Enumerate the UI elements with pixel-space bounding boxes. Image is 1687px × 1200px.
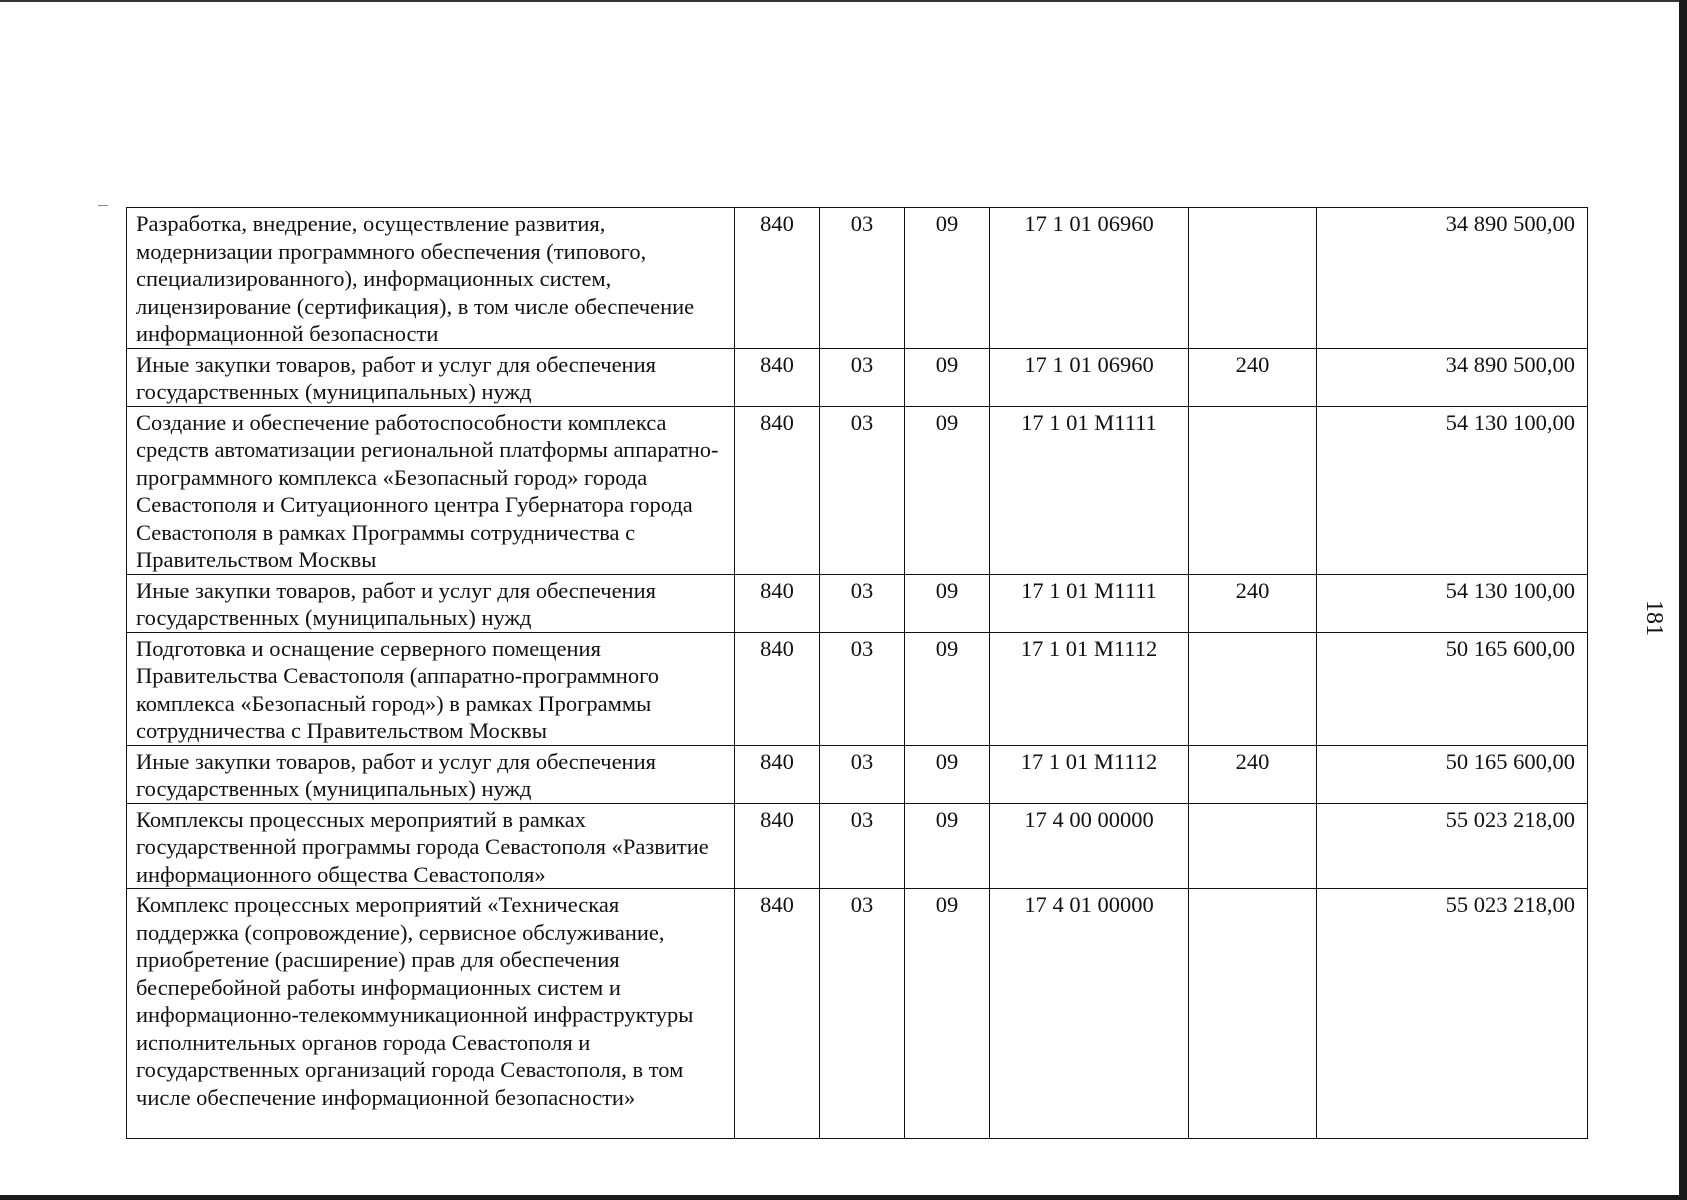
table-row	[127, 632, 1588, 745]
row-name-cell: Иные закупки товаров, работ и услуг для обеспечения государственных (муниципальных) нужд	[127, 348, 735, 406]
row-name-cell: Подготовка и оснащение серверного помещения Правительства Севастополя (аппаратно-программного комплекса «Безопасный город») в рамках Программы сотрудничества с Правительством Москвы	[127, 632, 735, 745]
table-row	[127, 803, 1588, 889]
amount-cell: 55 023 218,00	[1317, 803, 1588, 889]
ministry-code-cell: 840	[735, 803, 820, 889]
target-article-cell: 17 1 01 06960	[990, 208, 1189, 349]
amount-cell: 50 165 600,00	[1317, 632, 1588, 745]
expense-type-cell	[1189, 889, 1317, 1139]
section-code-cell: 03	[820, 208, 905, 349]
table-row	[127, 208, 1588, 349]
amount-cell: 50 165 600,00	[1317, 745, 1588, 803]
budget-table	[126, 207, 1588, 1139]
amount-cell: 54 130 100,00	[1317, 406, 1588, 574]
scan-border-bottom	[0, 1195, 1687, 1200]
page-number: 181	[1641, 600, 1667, 636]
row-name-cell: Создание и обеспечение работоспособности комплекса средств автоматизации региональной платформы аппаратно-программного комплекса «Безопасный город» города Севастополя и Ситуационного центра Губернатора города Севастополя в рамках Программы сотрудничества с Правительством Москвы	[127, 406, 735, 574]
scan-border-top	[0, 0, 1687, 2]
target-article-cell: 17 1 01 06960	[990, 348, 1189, 406]
ministry-code-cell: 840	[735, 632, 820, 745]
row-name-cell: Комплекс процессных мероприятий «Техническая поддержка (сопровождение), сервисное обслуживание, приобретение (расширение) прав для обеспечения бесперебойной работы информационных систем и информационно-телекоммуникационной инфраструктуры исполнительных органов города Севастополя и государственных организаций города Севастополя, в том числе обеспечение информационной безопасности»	[127, 889, 735, 1139]
row-name-cell: Иные закупки товаров, работ и услуг для обеспечения государственных (муниципальных) нужд	[127, 574, 735, 632]
section-code-cell: 03	[820, 745, 905, 803]
ministry-code-cell: 840	[735, 348, 820, 406]
section-code-cell: 03	[820, 889, 905, 1139]
target-article-cell: 17 1 01 M1111	[990, 406, 1189, 574]
expense-type-cell	[1189, 406, 1317, 574]
scan-border-right	[1679, 0, 1687, 1200]
table-row	[127, 348, 1588, 406]
scan-mark	[98, 205, 108, 206]
table-row	[127, 406, 1588, 574]
section-code-cell: 03	[820, 348, 905, 406]
subsection-code-cell: 09	[905, 574, 990, 632]
expense-type-cell: 240	[1189, 348, 1317, 406]
amount-cell: 55 023 218,00	[1317, 889, 1588, 1139]
section-code-cell: 03	[820, 406, 905, 574]
subsection-code-cell: 09	[905, 632, 990, 745]
expense-type-cell: 240	[1189, 574, 1317, 632]
target-article-cell: 17 4 00 00000	[990, 803, 1189, 889]
row-name-cell: Иные закупки товаров, работ и услуг для обеспечения государственных (муниципальных) нужд	[127, 745, 735, 803]
section-code-cell: 03	[820, 574, 905, 632]
subsection-code-cell: 09	[905, 406, 990, 574]
table-row	[127, 745, 1588, 803]
ministry-code-cell: 840	[735, 406, 820, 574]
expense-type-cell	[1189, 208, 1317, 349]
amount-cell: 54 130 100,00	[1317, 574, 1588, 632]
target-article-cell: 17 1 01 M1111	[990, 574, 1189, 632]
row-name-cell: Комплексы процессных мероприятий в рамках государственной программы города Севастополя «Развитие информационного общества Севастополя»	[127, 803, 735, 889]
subsection-code-cell: 09	[905, 745, 990, 803]
amount-cell: 34 890 500,00	[1317, 208, 1588, 349]
ministry-code-cell: 840	[735, 208, 820, 349]
ministry-code-cell: 840	[735, 889, 820, 1139]
target-article-cell: 17 1 01 M1112	[990, 745, 1189, 803]
target-article-cell: 17 4 01 00000	[990, 889, 1189, 1139]
table-row	[127, 574, 1588, 632]
target-article-cell: 17 1 01 M1112	[990, 632, 1189, 745]
expense-type-cell	[1189, 632, 1317, 745]
section-code-cell: 03	[820, 803, 905, 889]
subsection-code-cell: 09	[905, 208, 990, 349]
table-row	[127, 889, 1588, 1139]
ministry-code-cell: 840	[735, 574, 820, 632]
row-name-cell: Разработка, внедрение, осуществление развития, модернизации программного обеспечения (типового, специализированного), информационных систем, лицензирование (сертификация), в том числе обеспечение информационной безопасности	[127, 208, 735, 349]
ministry-code-cell: 840	[735, 745, 820, 803]
expense-type-cell	[1189, 803, 1317, 889]
expense-type-cell: 240	[1189, 745, 1317, 803]
subsection-code-cell: 09	[905, 803, 990, 889]
subsection-code-cell: 09	[905, 889, 990, 1139]
amount-cell: 34 890 500,00	[1317, 348, 1588, 406]
subsection-code-cell: 09	[905, 348, 990, 406]
section-code-cell: 03	[820, 632, 905, 745]
